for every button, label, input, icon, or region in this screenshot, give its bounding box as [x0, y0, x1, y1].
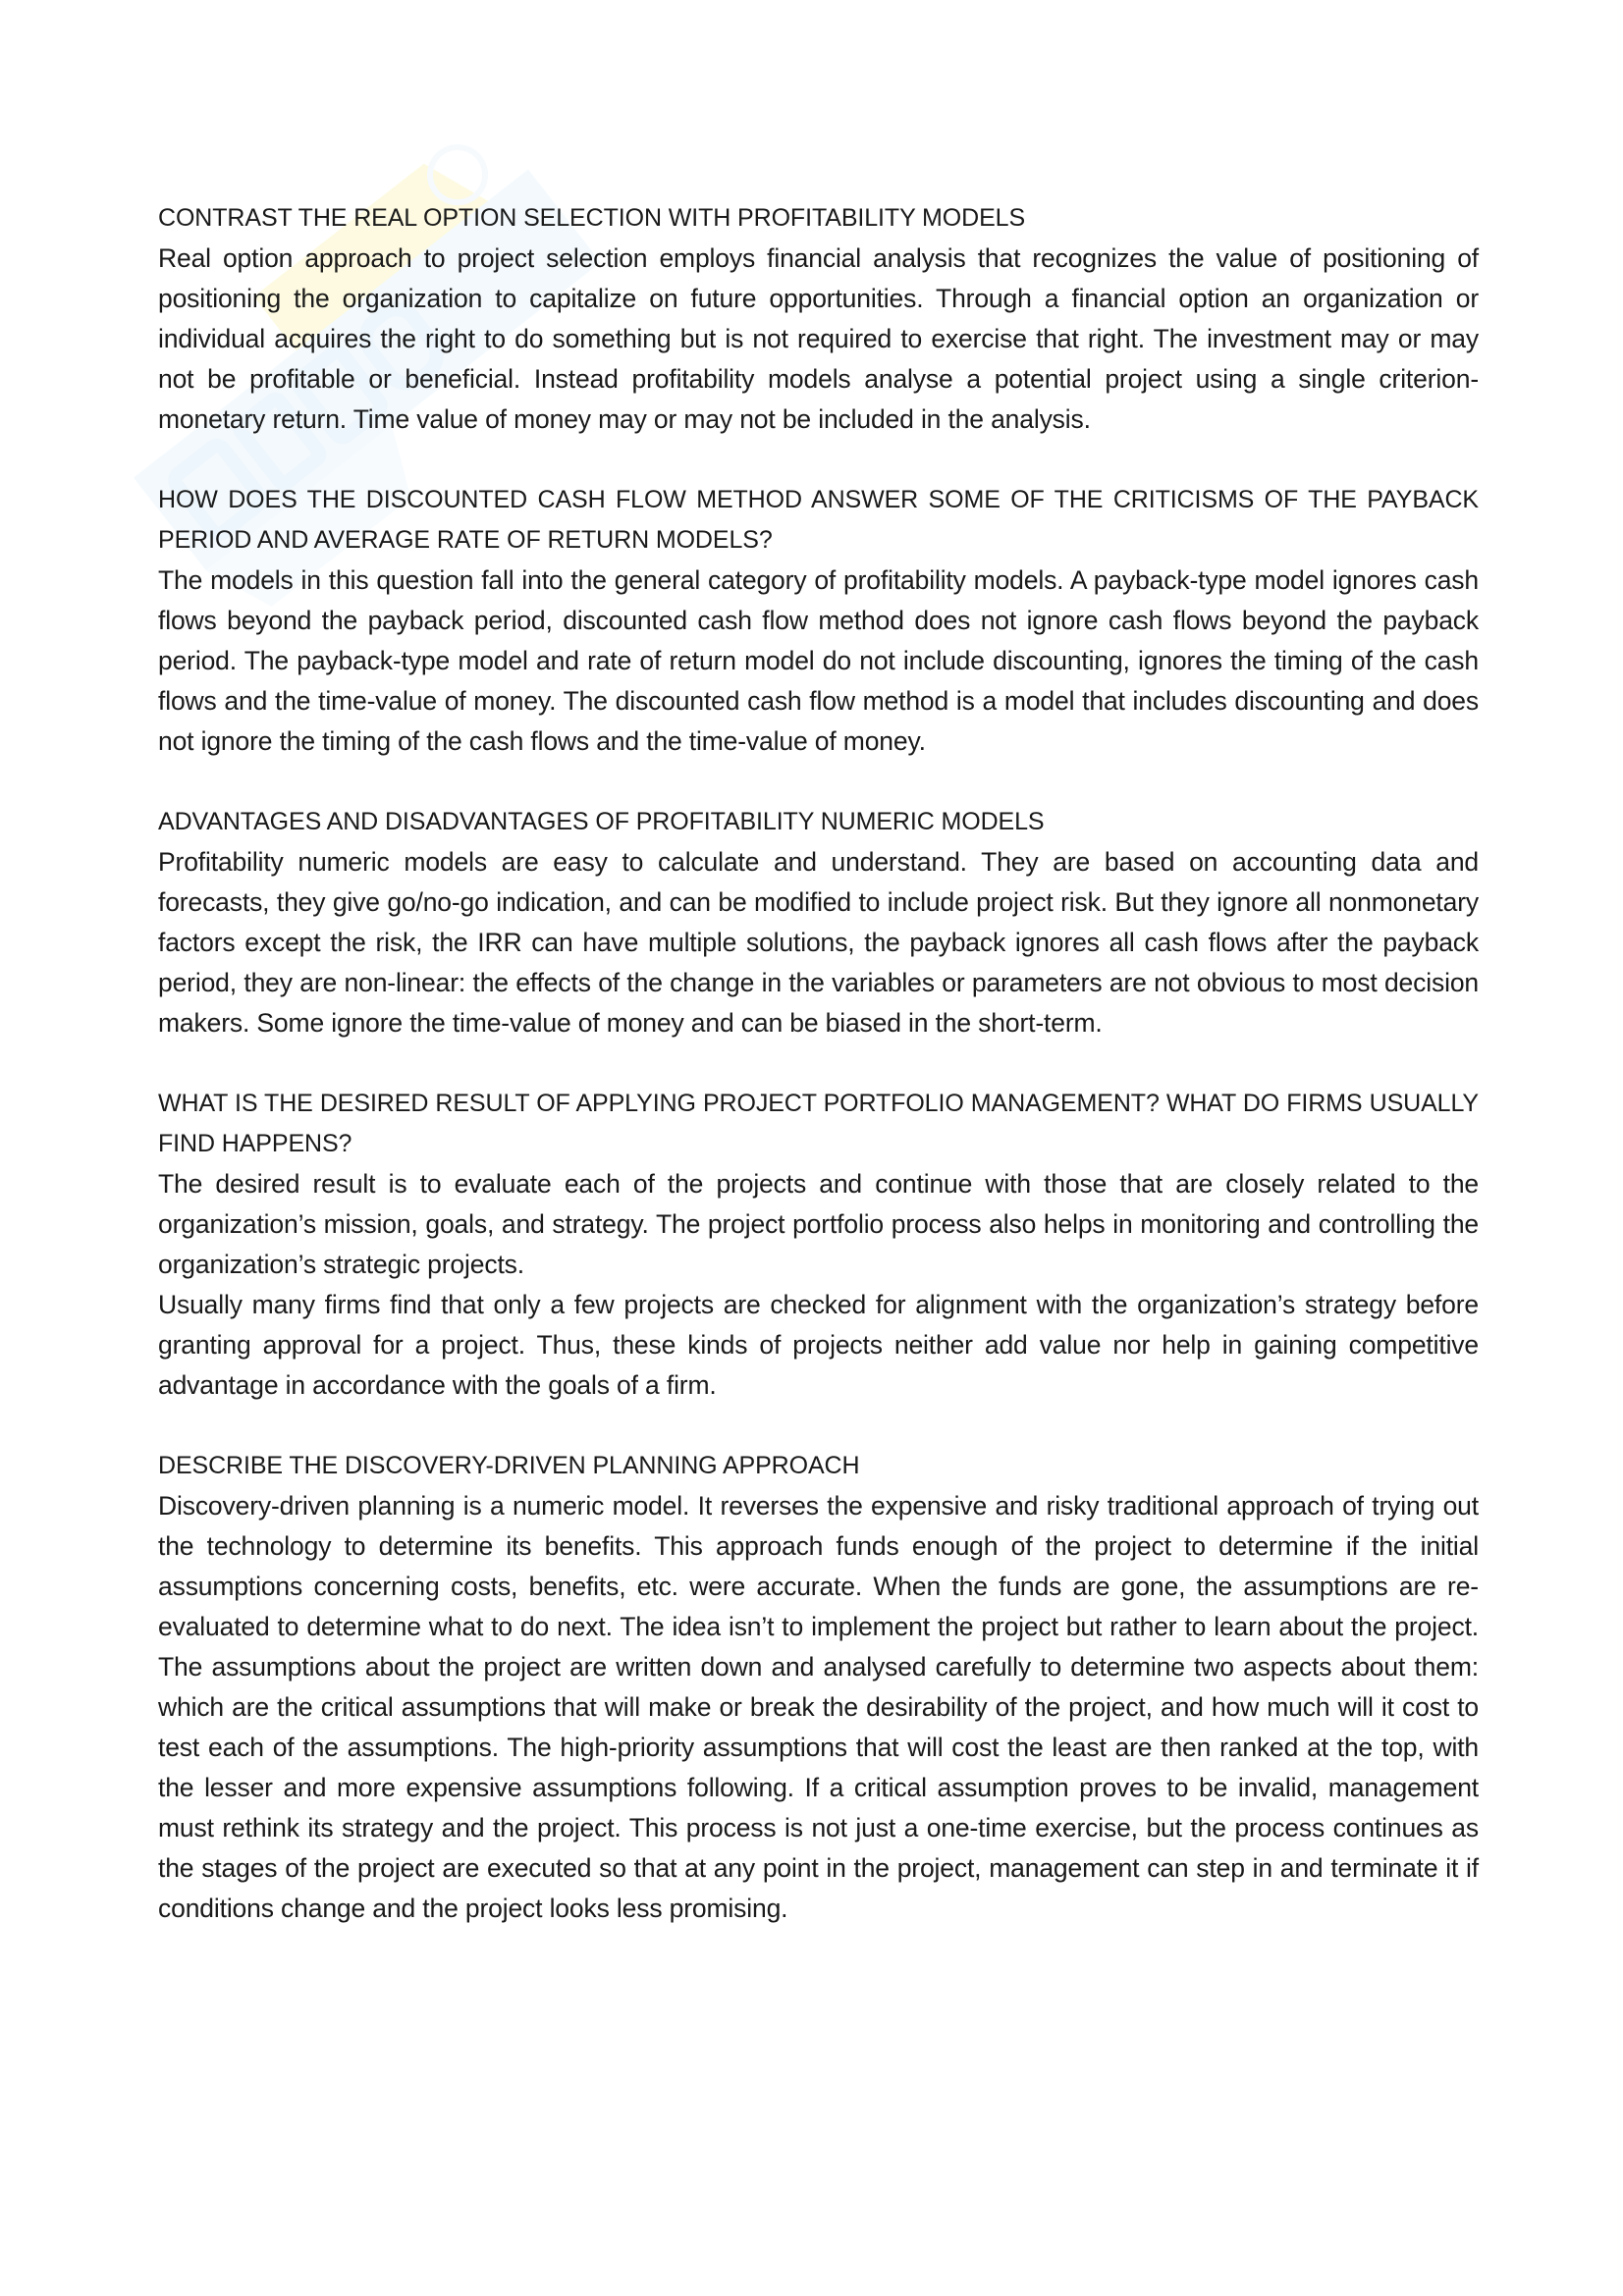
document-body: [158, 198, 1479, 1969]
section-paragraph: Profitability numeric models are easy to calculate and understand. They are based on accounting data and forecasts, they give go/no-go indication, and can be modified to include project risk. But they ignore all nonmonetary factors except the risk, the IRR can have multiple solutions, the payback ignores all cash flows after the payback period, they are non-linear: the effects of the change in the variables or parameters are not obvious to most decision makers. Some ignore the time-value of money and can be biased in the short-term.: [158, 847, 1479, 1038]
section-heading: HOW DOES THE DISCOUNTED CASH FLOW METHOD ANSWER SOME OF THE CRITICISMS OF THE PAYBACK PERIOD AND AVERAGE RATE OF RETURN MODELS?: [158, 486, 1479, 554]
section-portfolio-management: [158, 1084, 1479, 1406]
section-paragraph: The models in this question fall into the general category of profitability models. A payback-type model ignores cash flows beyond the payback period, discounted cash flow method does not ignore cash flows beyond the payback period. The payback-type model and rate of return model do not include discounting, ignores the timing of the cash flows and the time-value of money. The discounted cash flow method is a model that includes discounting and does not ignore the timing of the cash flows and the time-value of money.: [158, 565, 1479, 756]
section-discounted-cash-flow: [158, 480, 1479, 762]
section-real-option: [158, 198, 1479, 440]
section-paragraph: Real option approach to project selection employs financial analysis that recognizes the value of positioning of positioning the organization to capitalize on future opportunities. Through a financial option an organization or individual acquires the right to do something but is not required to exercise that right. The investment may or may not be profitable or beneficial. Instead profitability models analyse a potential project using a single criterion-monetary return. Time value of money may or may not be included in the analysis.: [158, 243, 1479, 434]
section-profitability-models: [158, 802, 1479, 1043]
section-paragraph: Usually many firms find that only a few projects are checked for alignment with the organization’s strategy before granting approval for a project. Thus, these kinds of projects neither add value nor help in gaining competitive advantage in accordance with the goals of a firm.: [158, 1290, 1479, 1400]
section-paragraph: Discovery-driven planning is a numeric model. It reverses the expensive and risky traditional approach of trying out the technology to determine its benefits. This approach funds enough of the project to determine if the initial assumptions concerning costs, benefits, etc. were accurate. When the funds are gone, the assumptions are re-evaluated to determine what to do next. The idea isn’t to implement the project but rather to learn about the project. The assumptions about the project are written down and analysed carefully to determine two aspects about them: which are the critical assumptions that will make or break the desirability of the project, and how much will it cost to test each of the assumptions. The high-priority assumptions that will cost the least are then ranked at the top, with the lesser and more expensive assumptions following. If a critical assumption proves to be invalid, management must rethink its strategy and the project. This process is not just a one-time exercise, but the process continues as the stages of the project are executed so that at any point in the project, management can step in and terminate it if conditions change and the project looks less promising.: [158, 1491, 1479, 1923]
section-heading: WHAT IS THE DESIRED RESULT OF APPLYING PROJECT PORTFOLIO MANAGEMENT? WHAT DO FIRMS USUALLY FIND HAPPENS?: [158, 1090, 1479, 1157]
section-heading: DESCRIBE THE DISCOVERY-DRIVEN PLANNING APPROACH: [158, 1452, 860, 1479]
section-paragraph: The desired result is to evaluate each of the projects and continue with those that are closely related to the organization’s mission, goals, and strategy. The project portfolio process also helps in monitoring and controlling the organization’s strategic projects.: [158, 1169, 1479, 1279]
section-heading: ADVANTAGES AND DISADVANTAGES OF PROFITABILITY NUMERIC MODELS: [158, 808, 1045, 835]
section-discovery-driven: [158, 1446, 1479, 1929]
section-heading: CONTRAST THE REAL OPTION SELECTION WITH PROFITABILITY MODELS: [158, 204, 1026, 232]
